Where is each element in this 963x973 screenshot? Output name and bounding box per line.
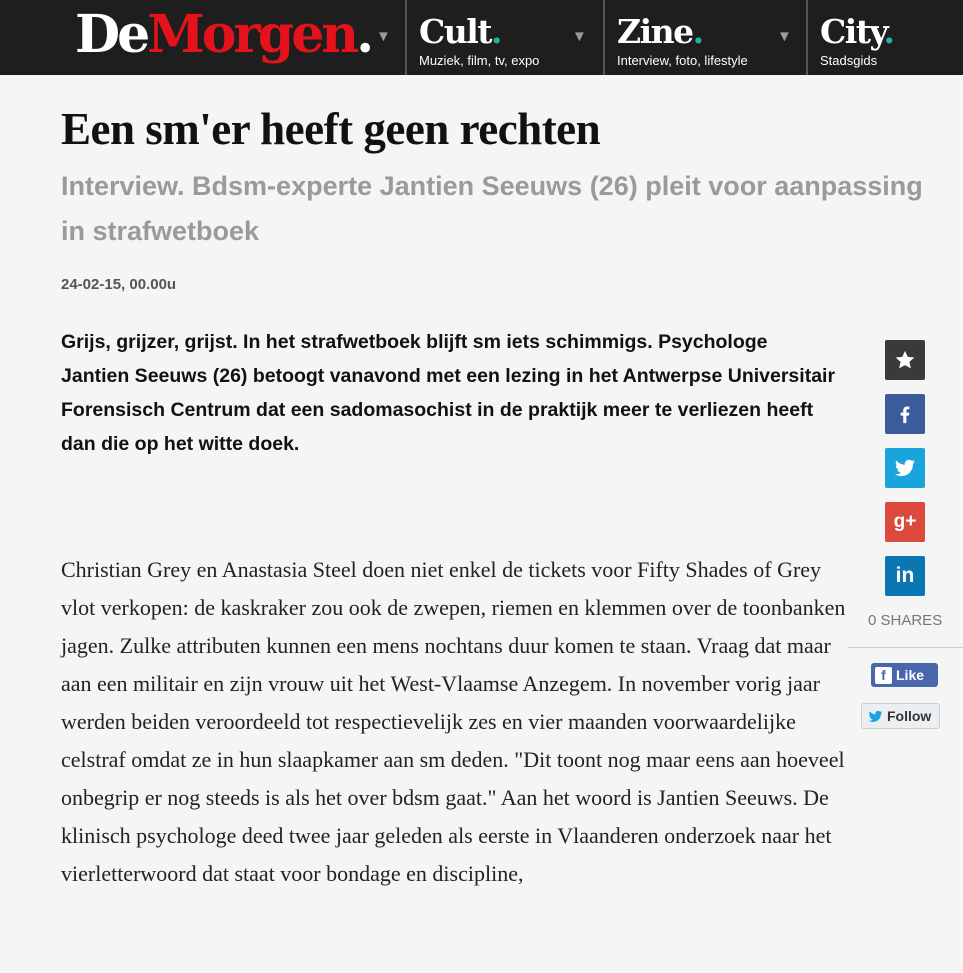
share-google-plus-button[interactable] bbox=[885, 502, 925, 542]
share-separator bbox=[848, 647, 963, 648]
google-plus-icon: g+ bbox=[893, 511, 917, 532]
cult-title: Cult. bbox=[419, 12, 502, 51]
logo-de: De bbox=[75, 4, 148, 65]
nav-section-cult[interactable] bbox=[407, 0, 603, 75]
city-subtitle: Stadsgids bbox=[820, 53, 878, 68]
city-title: City. bbox=[820, 12, 894, 51]
linkedin-icon: in bbox=[895, 564, 915, 587]
share-twitter-button[interactable] bbox=[885, 448, 925, 488]
share-facebook-button[interactable] bbox=[885, 394, 925, 434]
logo-morgen: Morgen bbox=[147, 4, 357, 65]
cult-subtitle: Muziek, film, tv, expo bbox=[419, 53, 540, 68]
nav-section-city[interactable] bbox=[808, 0, 963, 75]
article-date: 24-02-15, 00.00u bbox=[61, 276, 177, 293]
twitter-follow-button[interactable] bbox=[861, 703, 940, 729]
facebook-icon: f bbox=[875, 667, 892, 684]
favorite-button[interactable] bbox=[885, 340, 925, 380]
brand-area[interactable] bbox=[0, 0, 405, 75]
star-icon bbox=[894, 349, 916, 371]
article-body: Christian Grey en Anastasia Steel doen niet enkel de tickets voor Fifty Shades of Grey vlot verkopen: de kaskraker zou ook de zwepen, riemen en klemmen over de toonbanken jagen. Zulke attributen kunnen een mens nochtans duur komen te staan. Vraag dat maar aan een militair en zijn vrouw uit het West-Vlaamse Anzegem. In november vorig jaar werden beiden veroordeeld tot respectievelijk zes en vier maanden voorwaardelijke celstraf omdat ze in hun slaapkamer aan sm deden. "Dit toont nog maar eens aan hoeveel onbegrip er nog steeds is als het over bdsm gaat." Aan het woord is Jantien Seeuws. De klinisch psychologe deed twee jaar geleden als eerste in Vlaanderen onderzoek naar het vierletterwoord dat staat voor bondage en discipline, bbox=[61, 557, 846, 886]
like-label: Like bbox=[896, 667, 925, 683]
article-subheadline: Interview. Bdsm-experte Jantien Seeuws (26) pleit voor aanpassing in strafwetboek bbox=[61, 171, 923, 246]
article-lead: Grijs, grijzer, grijst. In het strafwetboek blijft sm iets schimmigs. Psychologe Jantien Seeuws (26) betoogt vanavond met een lezing in het Antwerpse Universitair Forensisch Centrum dat een sadomasochist in de praktijk meer te verliezen heeft dan die op het witte doek. bbox=[61, 331, 836, 455]
facebook-icon bbox=[894, 403, 916, 425]
logo-dropdown-icon[interactable]: ▼ bbox=[376, 28, 391, 45]
twitter-icon bbox=[893, 457, 917, 479]
twitter-bird-icon bbox=[867, 709, 884, 724]
zine-dropdown-icon[interactable]: ▼ bbox=[777, 28, 792, 45]
facebook-like-button[interactable] bbox=[871, 663, 938, 687]
share-count: 0 SHARES bbox=[868, 612, 943, 629]
logo-dot: . bbox=[356, 4, 372, 65]
share-linkedin-button[interactable] bbox=[885, 556, 925, 596]
zine-title: Zine. bbox=[617, 12, 703, 51]
follow-label: Follow bbox=[887, 708, 932, 724]
nav-section-zine[interactable] bbox=[605, 0, 806, 75]
cult-dropdown-icon[interactable]: ▼ bbox=[572, 28, 587, 45]
logo[interactable] bbox=[75, 4, 371, 66]
top-navigation-bar bbox=[0, 0, 963, 75]
article-headline: Een sm'er heeft geen rechten bbox=[61, 104, 601, 154]
zine-subtitle: Interview, foto, lifestyle bbox=[617, 53, 748, 68]
